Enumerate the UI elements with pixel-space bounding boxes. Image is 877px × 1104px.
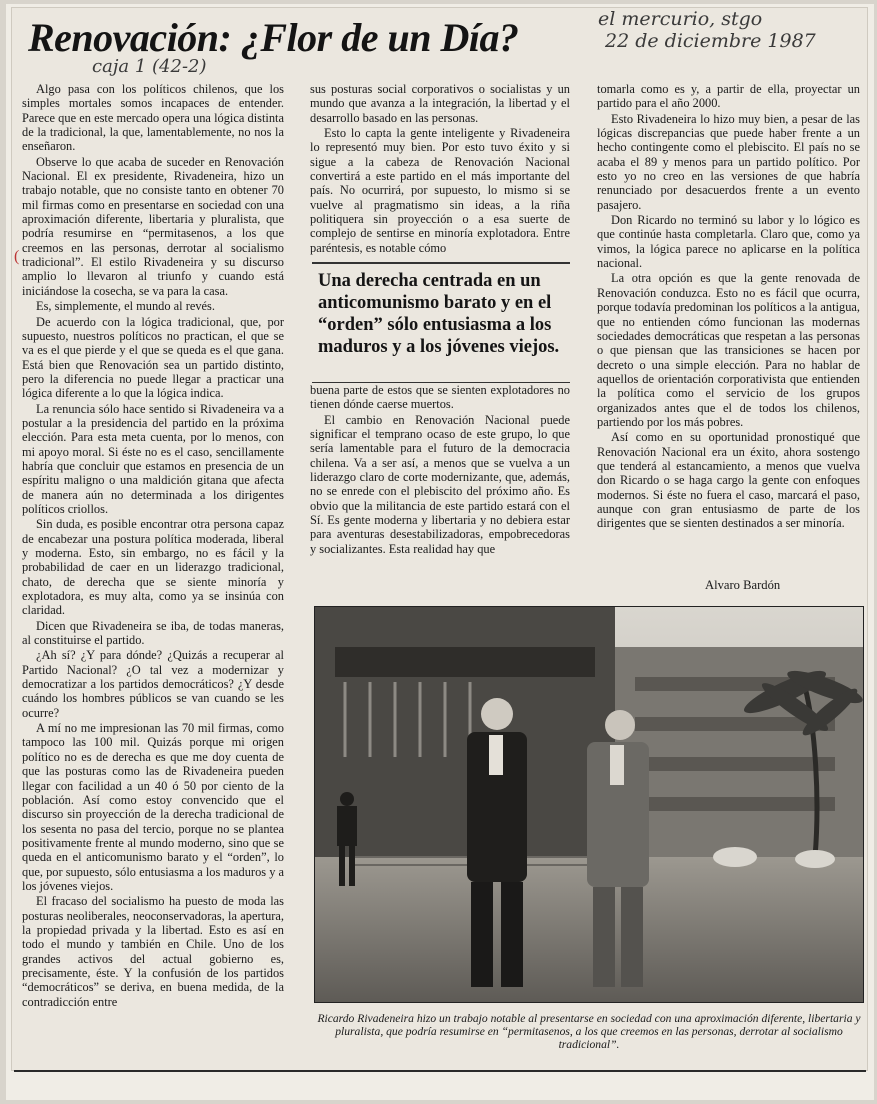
paragraph: Esto lo capta la gente inteligente y Rivadeneira lo representó muy bien. Por esto tuvo éxito y si sigue a la cabeza de Renovación Nacional convertirá a este partido en el más importante del país. No ocurrirá, por supuesto, lo mismo si se vuelve al pragmatismo sin ideas, a la riña politiquera sin proyección o a esa suerte de complejo de sentirse en minoría explotadora. Entre paréntesis, es notable cómo [310,126,570,255]
paragraph: De acuerdo con la lógica tradicional, que, por supuesto, nuestros políticos no practican, el que se va es el que pierde y el que se queda es el que gana. Está bien que Renovación sea un partido distinto, pero la diferencia no puede llegar a practicar una lógica diferente a lo que la lógica indica. [22,314,284,401]
article-column-2-bottom [310,383,570,556]
paragraph: sus posturas social corporativos o socialistas y un mundo que avanza a la integración, la libertad y el desarrollo basado en las personas. [310,82,570,125]
paragraph: Dicen que Rivadeneira se iba, de todas maneras, al constituirse el partido. [22,618,284,648]
bottom-rule [14,1070,866,1072]
handwritten-source-note: el mercurio, stgo [598,8,763,30]
pull-quote: Una derecha centrada en un anticomunismo barato y en el “orden” sólo entusiasma a los maduros y a los jóvenes viejos. [318,271,560,357]
paragraph: El fracaso del socialismo ha puesto de moda las posturas neoliberales, neoconservadoras, la apertura, la propiedad privada y la libertad. Esto es así en todo el mundo y también en Chile. Uno de los grandes activos del actual gobierno es, precisamente, éste. Y la confusión de los partidos “democráticos” se deriva, en buena medida, de la contradicción entre [22,894,284,1009]
photo-illustration [315,607,863,1002]
margin-mark-icon: ( [14,248,20,265]
paragraph: La otra opción es que la gente renovada de Renovación conduzca. Esto no es fácil que ocurra, porque todavía predominan los políticos a la antigua, que no entienden cómo funcionan las modernas sociedades democráticas que respetan a las personas o que piensan que las transiciones se hacen por decreto o una simple elección. Para no hablar de aquellos de orientación corporativista que entienden la política como el servicio de los grupos organizados antes que el de todos los chilenos, partiendo por los más pobres. [597,271,860,429]
pull-quote-top-rule [312,262,570,264]
paragraph: Algo pasa con los políticos chilenos, que los simples mortales somos incapaces de entender. Parece que en este mercado opera una lógica distinta de la tradicional, la que, lamentablemente, no nos la enseñaron. [22,82,284,154]
paragraph: El cambio en Renovación Nacional puede significar el temprano ocaso de este grupo, lo que sería lamentable para el futuro de la democracia chilena. Va a ser así, a menos que se vuelva a un liderazgo claro de corte modernizante, que, además, no se enrede con el plebiscito del próximo año. Es obvio que la militancia de este partido estará con el Sí. Es gente moderna y libertaria y no debiera estar para aventuras desestabilizadoras, empobrecedoras y socializantes. Esta realidad hay que [310,412,570,556]
paragraph: Observe lo que acaba de suceder en Renovación Nacional. El ex presidente, Rivadeneira, hizo un trabajo notable, que no consiste tanto en obtener 70 mil firmas como en presentarse en sociedad con una aproximación diferente, libertaria y pluralista, que podría resumirse en “permitasenos, a los que creemos en las personas, derrotar al socialismo tradicional”. El estilo Rivadeneira y su discurso amplio lo llevaron al triunfo y cuando está iniciándose la cosecha, se va para la casa. [22,154,284,298]
news-photo [314,606,864,1003]
article-column-1 [22,82,284,1009]
article-headline: Renovación: ¿Flor de un Día? [28,15,519,60]
paragraph: Esto Rivadeneira lo hizo muy bien, a pesar de las lógicas discrepancias que puede haber frente a un hecho contingente como el plebiscito. El país no se acaba el 89 y menos para un partido político. Por esto yo no creo en las versiones de que habría renunciado por desacuerdos frente a un evento pasajero. [597,111,860,212]
paragraph: Es, simplemente, el mundo al revés. [36,299,215,314]
paragraph: buena parte de estos que se sienten explotadores no tienen dónde caerse muertos. [310,383,570,412]
paragraph: A mí no me impresionan las 70 mil firmas, como tampoco las 100 mil. Quizás porque mi origen político no es de derecha es que me doy cuenta de que las posturas como las de Rivadeneira pueden llegar con facilidad a un 40 ó 50 por ciento de la población. Así como estoy convencido que el discurso sin proyección de la derecha tradicional de los sesenta no pasa del tercio, porque no se plantea positivamente frente al mundo moderno, sino que se queda en el anticomunismo barato y el “orden”, lo que, por supuesto, sólo entusiasma a los maduros y a los jóvenes viejos. [22,721,284,893]
article-column-3 [597,82,860,531]
paragraph: tomarla como es y, a partir de ella, proyectar un partido para el año 2000. [597,82,860,111]
paragraph: Sin duda, es posible encontrar otra persona capaz de encabezar una postura política moderada, liberal y moderna. Esto, sin embargo, no es fácil y la probabilidad de caer en un liderazgo tradicional, chato, de derecha que se siente minoría y explotadora, es muy alta, como ya se insinúa con claridad. [22,517,284,618]
photo-caption: Ricardo Rivadeneira hizo un trabajo notable al presentarse en sociedad con una aproximación diferente, libertaria y pluralista, que podría resumirse en “permitasenos, a los que creemos en las personas, derrotar al socialismo tradicional”. [317,1012,861,1051]
author-signature: Alvaro Bardón [705,578,781,592]
paragraph: Así como en su oportunidad pronostiqué que Renovación Nacional era un éxito, ahora sostengo que tenderá al estancamiento, a menos que vuelva don Ricardo o se haga cargo la gente con enfoques modernos. Si éste no fuera el caso, marcará el paso, aunque con gran entusiasmo de parte de los dirigentes que se sienten destinados a ser minoría. [597,430,860,531]
paragraph: ¿Ah sí? ¿Y para dónde? ¿Quizás a recuperar al Partido Nacional? ¿O tal vez a modernizar y democratizar a los partidos democráticos? ¿Y desde cuándo los hombres públicos se van cuando se les ocurre? [22,648,284,720]
handwritten-archive-note: caja 1 (42-2) [92,56,207,77]
article-column-2-top [310,82,570,255]
handwritten-date-note: 22 de diciembre 1987 [605,30,816,52]
paragraph: Don Ricardo no terminó su labor y lo lógico es que continúe hasta completarla. Claro que, como ya vimos, la lógica parece no aplicarse en la política nacional. [597,213,860,271]
paragraph: La renuncia sólo hace sentido si Rivadeneira va a postular a la presidencia del partido en la próxima elección. Para esta meta cuenta, por lo menos, con mi apoyo moral. Si éste no es el caso, sencillamente habría que concluir que estamos en presencia de un espíritu maligno o una maldición gitana que afecta de manera aún no determinada a los dirigentes políticos criollos. [22,401,284,516]
